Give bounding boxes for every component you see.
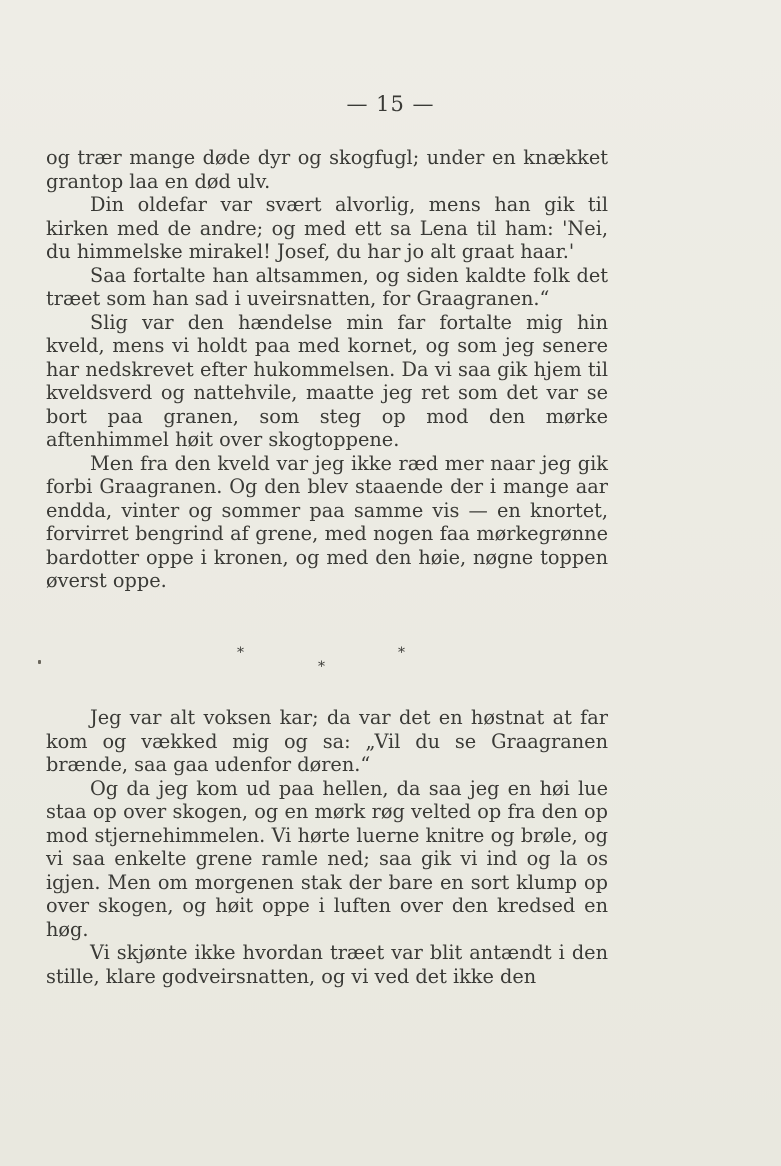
asterism-star: * bbox=[318, 659, 325, 675]
print-speck bbox=[38, 660, 41, 664]
asterism-star: * bbox=[398, 645, 405, 661]
paragraph: Din oldefar var svært alvorlig, mens han gik til kirken med de andre; og med ett sa Lena til ham: 'Nei, du himmelske mirakel! Josef, du har jo alt graat haar.' bbox=[46, 193, 608, 263]
text-section-1 bbox=[46, 146, 608, 593]
paragraph: Saa fortalte han altsammen, og siden kaldte folk det træet som han sad i uveirsnatten, for Graagranen.“ bbox=[46, 263, 608, 310]
paragraph: Og da jeg kom ud paa hellen, da saa jeg en høi lue staa op over skogen, og en mørk røg velted op fra den op mod stjernehimmelen. Vi hørte luerne knitre og brøle, og vi saa enkelte grene ramle ned; saa gik vi ind og la os igjen. Men om morgenen stak der bare en sort klump op over skogen, og høit oppe i luften over den kredsed en høg. bbox=[46, 776, 608, 941]
paragraph: Slig var den hændelse min far fortalte mig hin kveld, mens vi holdt paa med kornet, og som jeg senere har nedskrevet efter hukommelsen. Da vi saa gik hjem til kveldsverd og nattehvile, maatte jeg ret som det var se bort paa granen, som steg op mod den mørke aftenhimmel høit over skogtoppene. bbox=[46, 310, 608, 451]
paragraph: og trær mange døde dyr og skogfugl; under en knækket grantop laa en død ulv. bbox=[46, 146, 608, 193]
asterism-star: * bbox=[237, 645, 244, 661]
paragraph: Vi skjønte ikke hvordan træet var blit antændt i den stille, klare godveirsnatten, og vi ved det ikke den bbox=[46, 941, 608, 988]
paragraph: Jeg var alt voksen kar; da var det en høstnat at far kom og vækked mig og sa: „Vil du se Graagranen brænde, saa gaa udenfor døren.“ bbox=[46, 706, 608, 776]
page-number: — 15 — bbox=[346, 92, 435, 116]
section-separator bbox=[0, 640, 781, 680]
text-section-2 bbox=[46, 706, 608, 988]
paragraph: Men fra den kveld var jeg ikke ræd mer naar jeg gik forbi Graagranen. Og den blev staaende der i mange aar endda, vinter og sommer paa samme vis — en knortet, forvirret bengrind af grene, med nogen faa mørkegrønne bardotter oppe i kronen, og med den høie, nøgne toppen øverst oppe. bbox=[46, 451, 608, 592]
